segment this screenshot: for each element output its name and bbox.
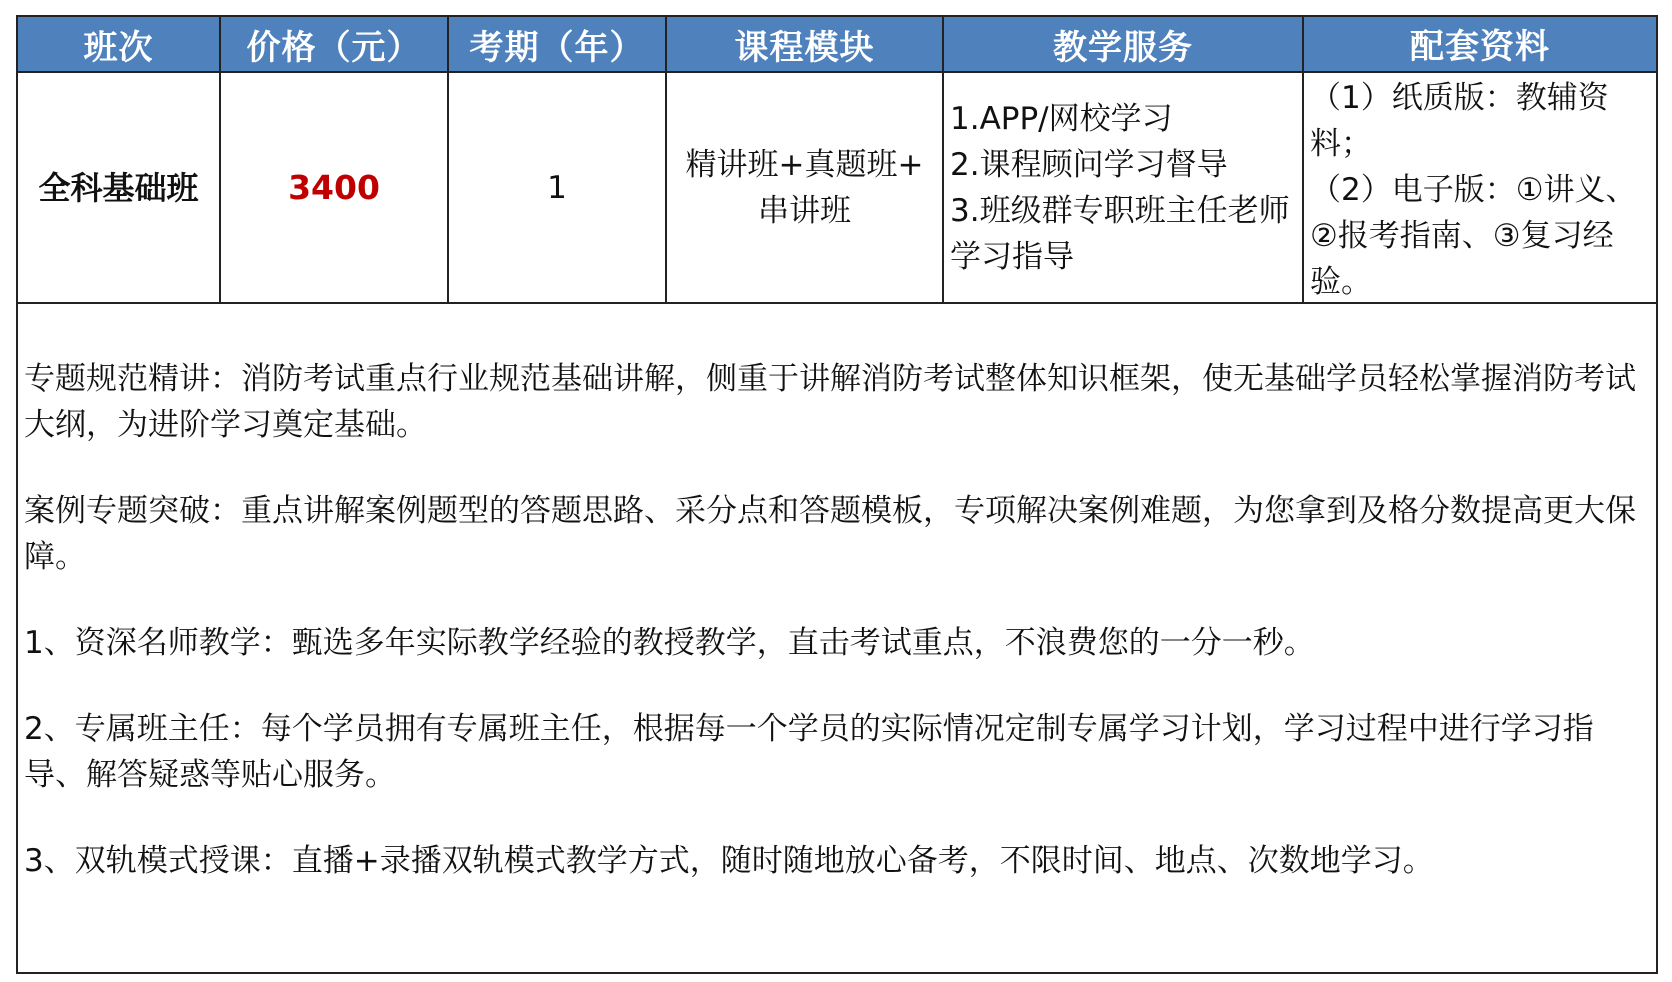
services-line: 1.APP/网校学习 <box>950 100 1173 137</box>
course-description <box>18 304 1656 924</box>
cell-exam-years <box>447 73 665 302</box>
header-class: 班次 <box>83 27 154 68</box>
description-paragraph: 1、资深名师教学：甄选多年实际教学经验的教授教学，直击考试重点，不浪费您的一分一秒。 <box>24 625 1315 661</box>
cell-services <box>942 73 1302 302</box>
modules-line: 精讲班+真题班+ <box>685 146 924 183</box>
materials-line: （2）电子版：①讲义、 <box>1310 172 1637 208</box>
services-line: 3.班级群专职班主任老师 <box>950 192 1290 229</box>
class-name: 全科基础班 <box>38 168 199 207</box>
description-paragraph: 2、专属班主任：每个学员拥有专属班主任，根据每一个学员的实际情况定制专属学习计划，学习过程中进行学习指导、解答疑惑等贴心服务。 <box>24 711 1594 793</box>
cell-class-name <box>18 73 219 302</box>
header-exam-years: 考期（年） <box>447 17 665 71</box>
cell-price <box>219 73 447 302</box>
table-header-row <box>18 17 1656 73</box>
cell-materials <box>1302 73 1656 302</box>
services-line: 学习指导 <box>950 238 1074 275</box>
course-table <box>16 15 1658 974</box>
services-line: 2.课程顾问学习督导 <box>950 146 1228 183</box>
materials-line: ②报考指南、③复习经 <box>1310 218 1614 254</box>
cell-modules <box>665 73 942 302</box>
header-materials: 配套资料 <box>1302 17 1656 71</box>
description-paragraph: 专题规范精讲：消防考试重点行业规范基础讲解，侧重于讲解消防考试整体知识框架，使无基础学员轻松掌握消防考试大纲，为进阶学习奠定基础。 <box>24 361 1636 443</box>
modules-line: 串讲班 <box>757 192 851 229</box>
header-price: 价格（元） <box>219 17 447 71</box>
price-value: 3400 <box>288 167 380 207</box>
exam-years-value: 1 <box>547 169 567 206</box>
materials-line: 验。 <box>1310 264 1372 300</box>
table-row <box>18 73 1656 304</box>
materials-line: （1）纸质版：教辅资 <box>1310 80 1609 116</box>
description-paragraph: 案例专题突破：重点讲解案例题型的答题思路、采分点和答题模板，专项解决案例难题，为您拿到及格分数提高更大保障。 <box>24 493 1636 575</box>
header-services: 教学服务 <box>942 17 1302 71</box>
description-paragraph: 3、双轨模式授课：直播+录播双轨模式教学方式，随时随地放心备考，不限时间、地点、次数地学习。 <box>24 843 1434 879</box>
header-modules: 课程模块 <box>665 17 942 71</box>
materials-line: 料； <box>1310 126 1372 162</box>
